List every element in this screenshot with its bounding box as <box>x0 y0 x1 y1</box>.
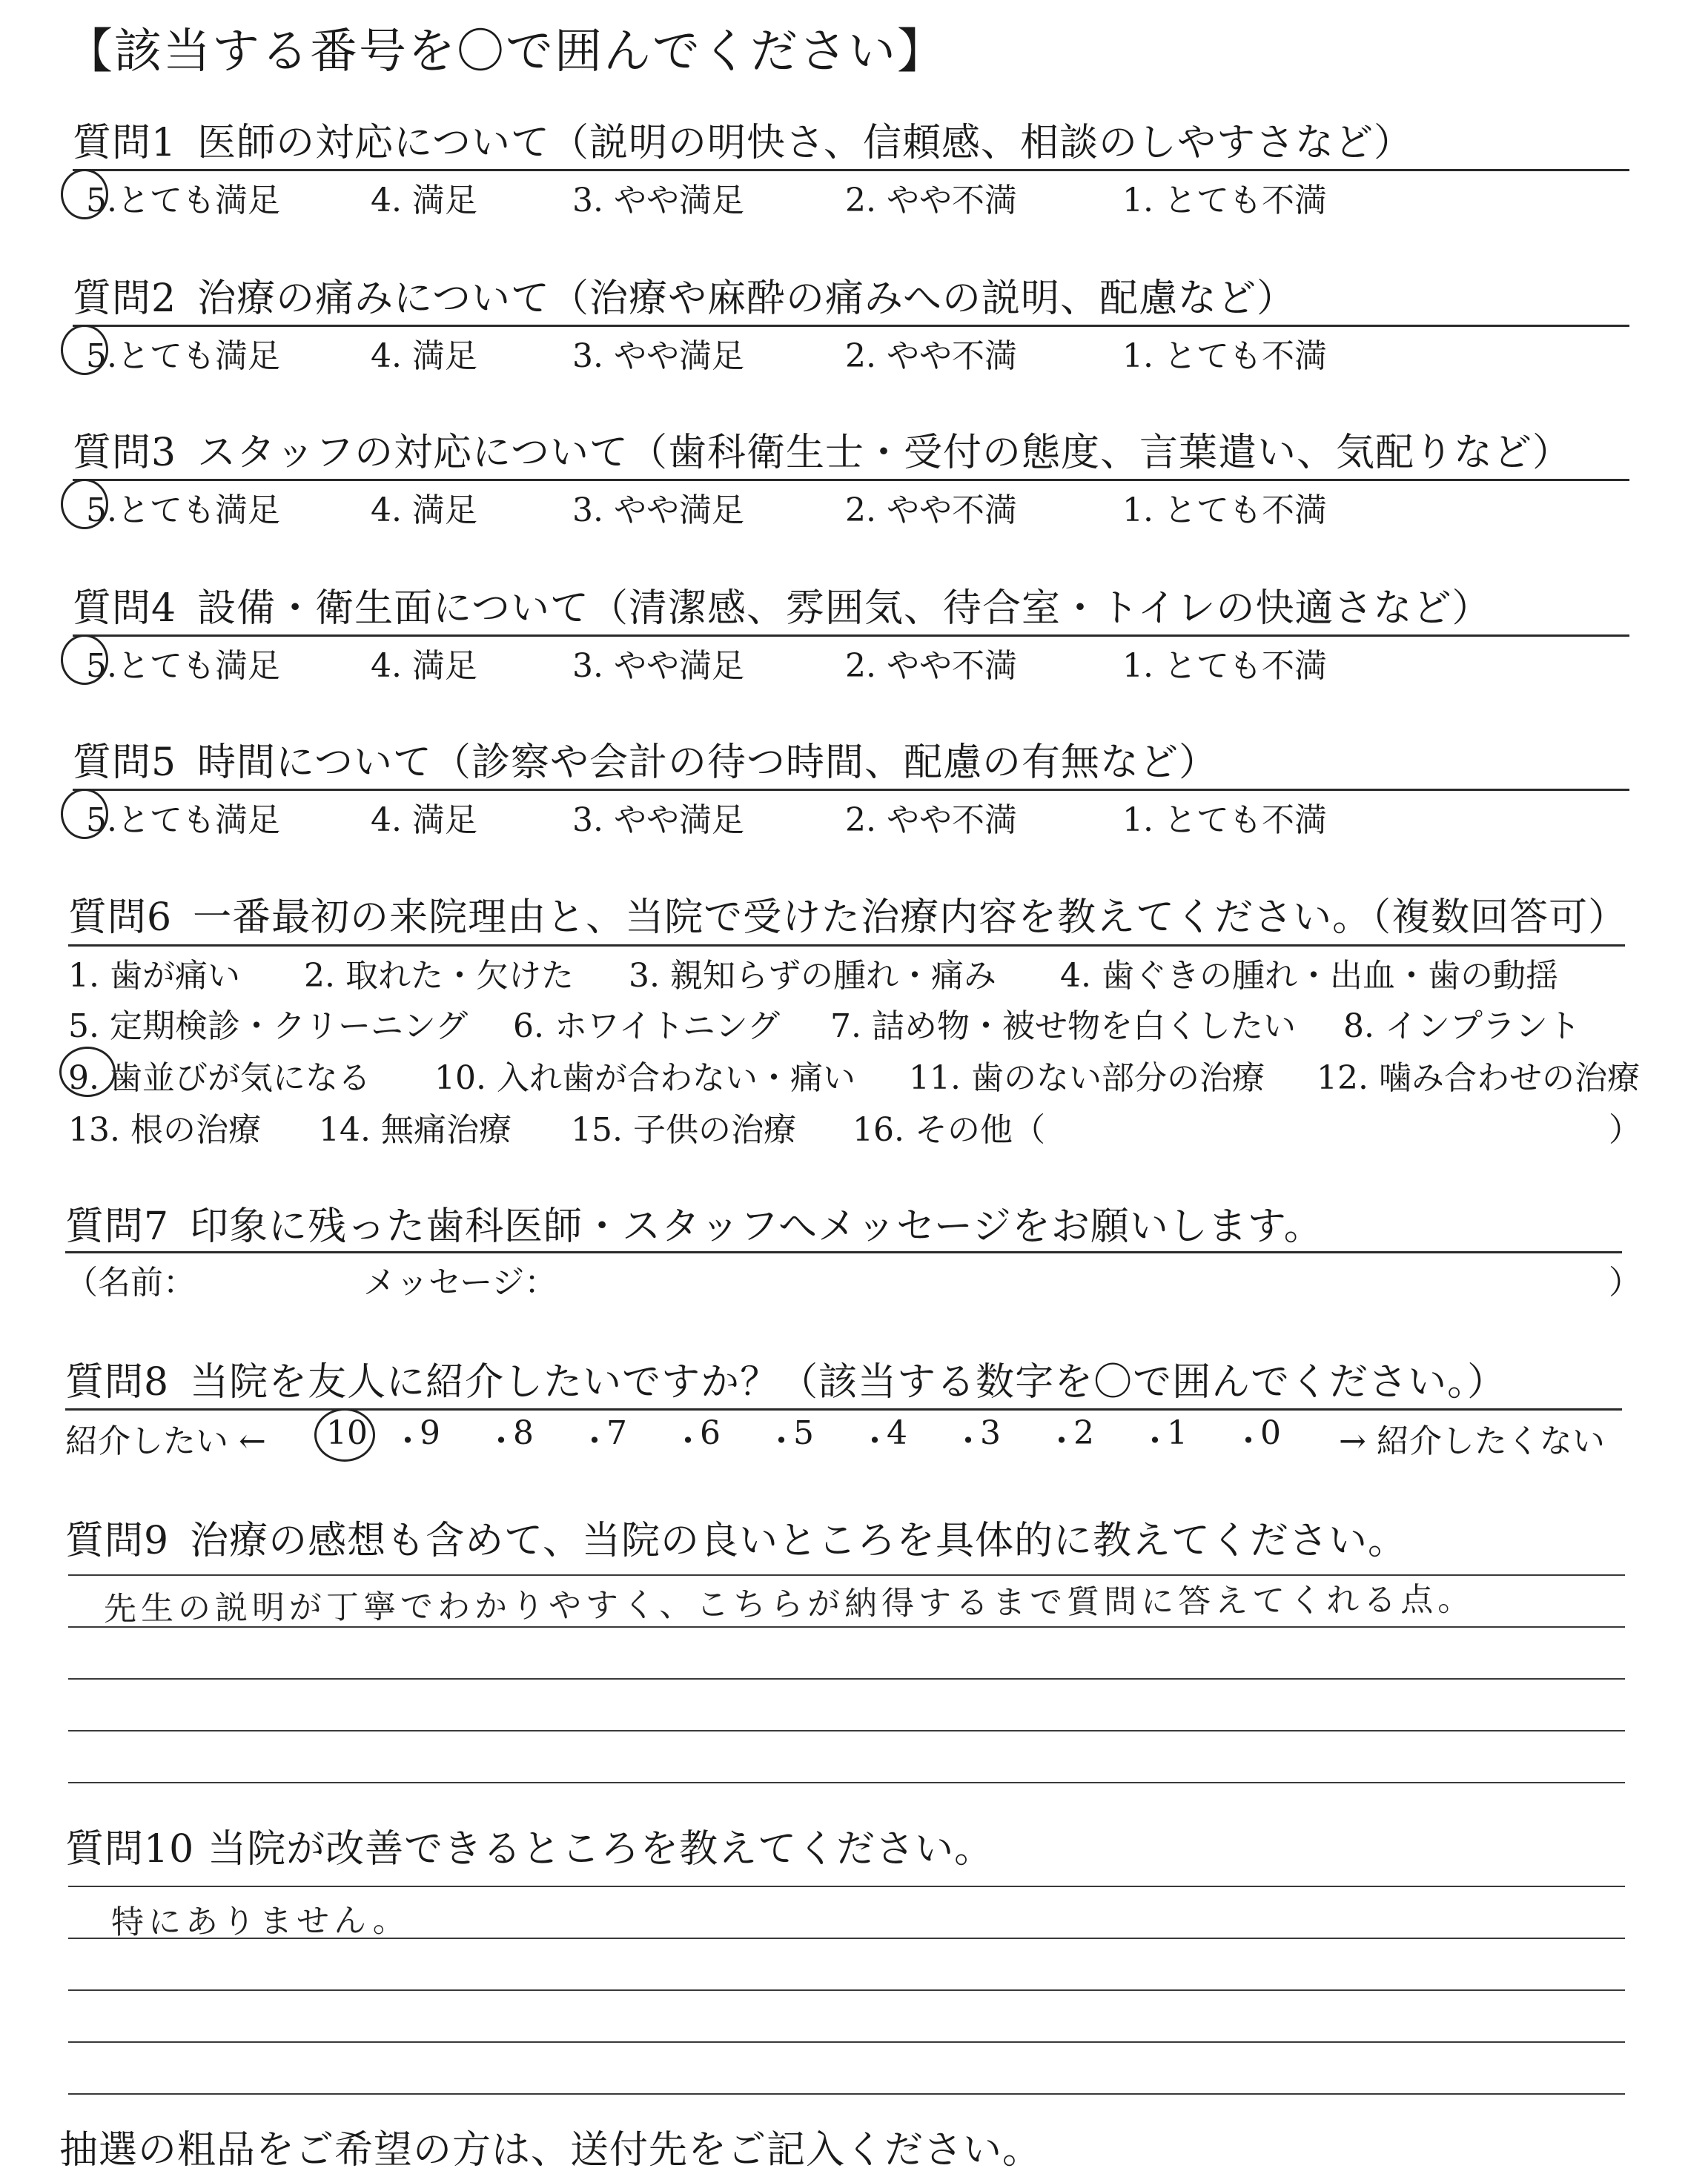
q9-line-4 <box>68 1730 1625 1731</box>
question-5-rule <box>73 789 1629 791</box>
q4-selected-circle <box>61 634 108 685</box>
q4-option-3[interactable]: 3. やや満足 <box>572 647 744 685</box>
question-2-text: 治療の痛みについて（治療や麻酔の痛みへの説明、配慮など） <box>197 276 1297 321</box>
q1-selected-circle <box>61 169 108 219</box>
q6-selected-circle <box>59 1047 116 1097</box>
question-3-rule <box>73 479 1629 481</box>
q2-option-3[interactable]: 3. やや満足 <box>572 337 744 375</box>
question-4-rule <box>73 634 1629 637</box>
q8-scale-4[interactable]: 4 <box>887 1414 907 1452</box>
q4-option-5[interactable]: 5.とても満足 <box>86 647 280 685</box>
q3-option-5[interactable]: 5.とても満足 <box>86 491 280 529</box>
question-8-text: 当院を友人に紹介したいですか？（該当する数字を〇で囲んでください。） <box>190 1360 1507 1405</box>
q8-scale-7[interactable]: 7 <box>606 1414 627 1452</box>
question-8-title <box>65 1351 1506 1406</box>
q1-option-5[interactable]: 5.とても満足 <box>86 182 280 219</box>
q6-option-3[interactable]: 3. 親知らずの腫れ・痛み <box>629 957 996 995</box>
q5-selected-circle <box>61 789 108 839</box>
q10-line-2 <box>68 1938 1625 1939</box>
q6-option-12[interactable]: 12. 噛み合わせの治療 <box>1317 1059 1640 1097</box>
q6-option-8[interactable]: 8. インプラント <box>1343 1007 1580 1045</box>
q8-scale-separator: ・ <box>858 1422 891 1460</box>
q10-line-4 <box>68 2041 1625 2043</box>
question-8-rule <box>65 1408 1622 1411</box>
q8-scale-separator: ・ <box>1045 1422 1078 1460</box>
question-1-rule <box>73 169 1629 171</box>
q8-scale-separator: ・ <box>1139 1422 1171 1460</box>
footer-instruction: 抽選の粗品をご希望の方は、送付先をご記入ください。 <box>59 2128 1042 2173</box>
q8-scale-5[interactable]: 5 <box>793 1414 814 1452</box>
question-6-rule <box>68 944 1625 947</box>
q8-scale-1[interactable]: 1 <box>1167 1414 1188 1452</box>
q5-option-2[interactable]: 2. やや不満 <box>845 801 1017 839</box>
question-6-text: 一番最初の来院理由と、当院で受けた治療内容を教えてください。（複数回答可） <box>193 895 1628 940</box>
q2-option-5[interactable]: 5.とても満足 <box>86 337 280 375</box>
question-3-title <box>73 421 1572 477</box>
question-2-number: 質問2 <box>73 276 177 321</box>
question-6-title <box>68 886 1627 941</box>
question-10-text: 当院が改善できるところを教えてください。 <box>208 1827 994 1872</box>
question-7-rule <box>65 1251 1622 1253</box>
q10-answer[interactable]: 特にありません。 <box>110 1901 410 1942</box>
q8-scale-3[interactable]: 3 <box>980 1414 1001 1452</box>
q6-option-14[interactable]: 14. 無痛治療 <box>319 1111 512 1149</box>
q8-scale-2[interactable]: 2 <box>1073 1414 1094 1452</box>
question-3-text: スタッフの対応について（歯科衛生士・受付の態度、言葉遣い、気配りなど） <box>197 431 1572 475</box>
question-4-number: 質問4 <box>73 586 177 631</box>
q10-line-3 <box>68 1989 1625 1991</box>
q2-selected-circle <box>61 325 108 375</box>
question-8-number: 質問8 <box>65 1360 170 1405</box>
q4-option-2[interactable]: 2. やや不満 <box>845 647 1017 685</box>
q8-scale-8[interactable]: 8 <box>513 1414 534 1452</box>
question-2-title <box>73 267 1296 322</box>
question-1-title <box>73 111 1413 167</box>
q3-option-3[interactable]: 3. やや満足 <box>572 491 744 529</box>
question-10-title <box>65 1817 993 1873</box>
q2-option-4[interactable]: 4. 満足 <box>371 337 477 375</box>
q9-answer[interactable]: 先生の説明が丁寧でわかりやすく、こちらが納得するまで質問に答えてくれる点。 <box>103 1580 1475 1628</box>
q8-left-label: 紹介したい ← <box>65 1422 266 1460</box>
q8-right-label: → 紹介したくない <box>1339 1422 1605 1460</box>
q8-scale-separator: ・ <box>391 1422 424 1460</box>
q9-line-3 <box>68 1678 1625 1680</box>
q6-option-9[interactable]: 9. 歯並びが気になる <box>68 1059 371 1097</box>
question-1-text: 医師の対応について（説明の明快さ、信頼感、相談のしやすさなど） <box>197 121 1413 165</box>
q8-scale-separator: ・ <box>485 1422 517 1460</box>
question-3-number: 質問3 <box>73 431 177 475</box>
q8-scale-separator: ・ <box>765 1422 798 1460</box>
q6-option-11[interactable]: 11. 歯のない部分の治療 <box>909 1059 1265 1097</box>
q4-option-1[interactable]: 1. とても不満 <box>1122 647 1327 685</box>
q8-scale-separator: ・ <box>1232 1422 1265 1460</box>
question-7-text: 印象に残った歯科医師・スタッフへメッセージをお願いします。 <box>190 1204 1323 1249</box>
q3-selected-circle <box>61 479 108 529</box>
question-7-title <box>65 1195 1323 1250</box>
q5-option-4[interactable]: 4. 満足 <box>371 801 477 839</box>
q8-scale-10[interactable]: 10 <box>326 1414 368 1452</box>
q3-option-2[interactable]: 2. やや不満 <box>845 491 1017 529</box>
question-4-title <box>73 577 1491 632</box>
q6-close-paren: ） <box>1609 1111 1641 1149</box>
q5-option-3[interactable]: 3. やや満足 <box>572 801 744 839</box>
q1-option-2[interactable]: 2. やや不満 <box>845 182 1017 219</box>
q7-message-label[interactable]: メッセージ： <box>363 1264 557 1302</box>
question-9-number: 質問9 <box>65 1519 170 1563</box>
question-5-title <box>73 731 1218 786</box>
q6-option-10[interactable]: 10. 入れ歯が合わない・痛い <box>434 1059 855 1097</box>
q7-name-label[interactable]: （名前： <box>65 1264 196 1302</box>
question-9-title <box>65 1509 1407 1565</box>
q8-scale-0[interactable]: 0 <box>1260 1414 1281 1452</box>
question-5-text: 時間について（診察や会計の待つ時間、配慮の有無など） <box>197 740 1219 785</box>
q6-option-1[interactable]: 1. 歯が痛い <box>68 957 240 995</box>
q6-option-16[interactable]: 16. その他（ <box>853 1111 1045 1149</box>
question-10-number: 質問10 <box>65 1827 195 1872</box>
page-header: 【該当する番号を〇で囲んでください】 <box>65 24 946 79</box>
question-1-number: 質問1 <box>73 121 177 165</box>
q1-option-3[interactable]: 3. やや満足 <box>572 182 744 219</box>
q6-option-2[interactable]: 2. 取れた・欠けた <box>304 957 574 995</box>
q4-option-4[interactable]: 4. 満足 <box>371 647 477 685</box>
q6-option-5[interactable]: 5. 定期検診・クリーニング <box>68 1007 469 1045</box>
q1-option-4[interactable]: 4. 満足 <box>371 182 477 219</box>
q8-scale-separator: ・ <box>952 1422 984 1460</box>
q2-option-1[interactable]: 1. とても不満 <box>1122 337 1327 375</box>
q1-option-1[interactable]: 1. とても不満 <box>1122 182 1327 219</box>
q2-option-2[interactable]: 2. やや不満 <box>845 337 1017 375</box>
q6-option-13[interactable]: 13. 根の治療 <box>68 1111 261 1149</box>
q5-option-1[interactable]: 1. とても不満 <box>1122 801 1327 839</box>
q3-option-4[interactable]: 4. 満足 <box>371 491 477 529</box>
q7-close-paren: ） <box>1609 1264 1641 1302</box>
q10-line-1 <box>68 1886 1625 1887</box>
q3-option-1[interactable]: 1. とても不満 <box>1122 491 1327 529</box>
question-2-rule <box>73 325 1629 327</box>
question-6-number: 質問6 <box>68 895 173 940</box>
q5-option-5[interactable]: 5.とても満足 <box>86 801 280 839</box>
q8-selected-circle <box>314 1408 375 1462</box>
question-5-number: 質問5 <box>73 740 177 785</box>
q8-scale-6[interactable]: 6 <box>700 1414 721 1452</box>
q6-option-4[interactable]: 4. 歯ぐきの腫れ・出血・歯の動揺 <box>1060 957 1558 995</box>
q8-scale-separator: ・ <box>672 1422 704 1460</box>
q8-scale-9[interactable]: 9 <box>420 1414 440 1452</box>
q6-option-6[interactable]: 6. ホワイトニング <box>513 1007 781 1045</box>
q9-line-5 <box>68 1782 1625 1783</box>
question-9-text: 治療の感想も含めて、当院の良いところを具体的に教えてください。 <box>190 1519 1408 1563</box>
q9-line-2 <box>68 1626 1625 1628</box>
question-7-number: 質問7 <box>65 1204 170 1249</box>
q10-line-5 <box>68 2093 1625 2095</box>
question-4-text: 設備・衛生面について（清潔感、雰囲気、待合室・トイレの快適さなど） <box>197 586 1492 631</box>
q8-scale-separator: ・ <box>578 1422 611 1460</box>
q6-option-7[interactable]: 7. 詰め物・被せ物を白くしたい <box>830 1007 1296 1045</box>
q6-option-15[interactable]: 15. 子供の治療 <box>571 1111 796 1149</box>
